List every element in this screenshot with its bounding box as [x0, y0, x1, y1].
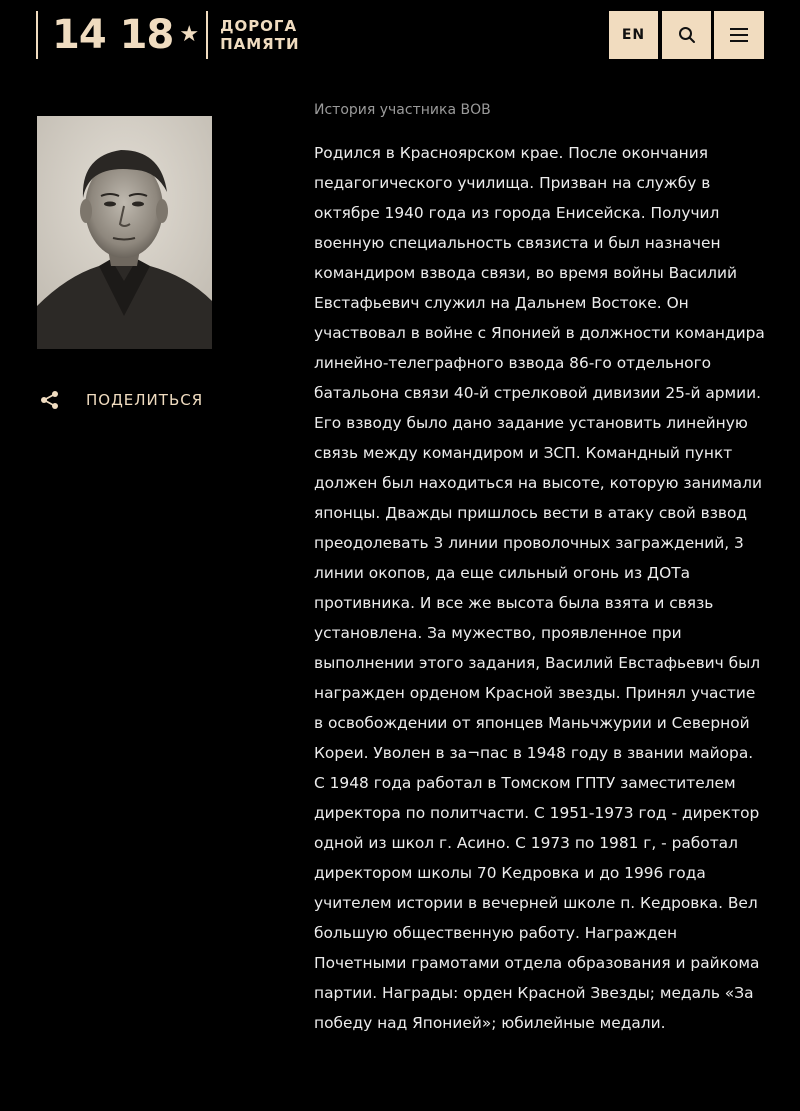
site-logo[interactable]: [36, 10, 300, 60]
hamburger-menu-icon: [730, 27, 748, 43]
logo-numbers: [38, 12, 206, 58]
section-label: История участника ВОВ: [314, 102, 491, 118]
language-button[interactable]: EN: [609, 11, 658, 59]
share-button[interactable]: [40, 388, 203, 412]
share-icon: [40, 390, 60, 410]
logo-tagline-line1: ДОРОГА: [220, 17, 298, 35]
logo-number-left: 14: [52, 12, 106, 58]
logo-tagline-line2: ПАМЯТИ: [220, 35, 300, 53]
search-icon: [678, 26, 696, 44]
logo-number-right: 18: [119, 12, 174, 58]
site-header: [0, 0, 800, 72]
menu-button[interactable]: [714, 11, 764, 59]
star-icon: ★: [179, 22, 199, 47]
logo-tagline: [220, 17, 299, 53]
veteran-story-text: Родился в Красноярском крае. После окончания педагогического училища. Призван на службу в октябре 1940 года из города Енисейска. Получил военную специальность связиста и был назначен командиром взвода связи, во время войны Василий Евстафьевич служил на Дальнем Востоке. Он участвовал в войне с Японией в должности командира линейно-телеграфного взвода 86-го отдельного батальона связи 40-й стрелковой дивизии 25-й армии. Его взводу было дано задание установить линейную связь между командиром и ЗСП. Командный пункт должен был находиться на высоте, которую занимали японцы. Дважды пришлось вести в атаку свой взвод преодолевать 3 линии проволочных заграждений, 3 линии окопов, да еще сильный огонь из ДОТа противника. И все же высота была взята и связь установлена. За мужество, проявленное при выполнении этого задания, Василий Евстафьевич был награжден орденом Красной звезды. Принял участие в освобождении от японцев Маньчжурии и Северной Кореи. Уволен в за¬пас в 1948 году в звании майора. С 1948 года работал в Томском ГПТУ заместителем директора по политчасти. С 1951-1973 год - директор одной из школ г. Асино. С 1973 по 1981 г, - работал директором школы 70 Кедровка и до 1996 года учителем истории в вечерней школе п. Кедровка. Вел большую общественную работу. Награжден Почетными грамотами отдела образования и райкома партии. Награды: орден Красной Звезды; медаль «За победу над Японией»; юбилейные медали.: [314, 144, 765, 1032]
veteran-portrait-photo: [37, 116, 212, 349]
logo-divider-right: [206, 11, 208, 59]
search-button[interactable]: [662, 11, 711, 59]
share-label: ПОДЕЛИТЬСЯ: [86, 391, 204, 409]
portrait-image: [37, 116, 212, 349]
